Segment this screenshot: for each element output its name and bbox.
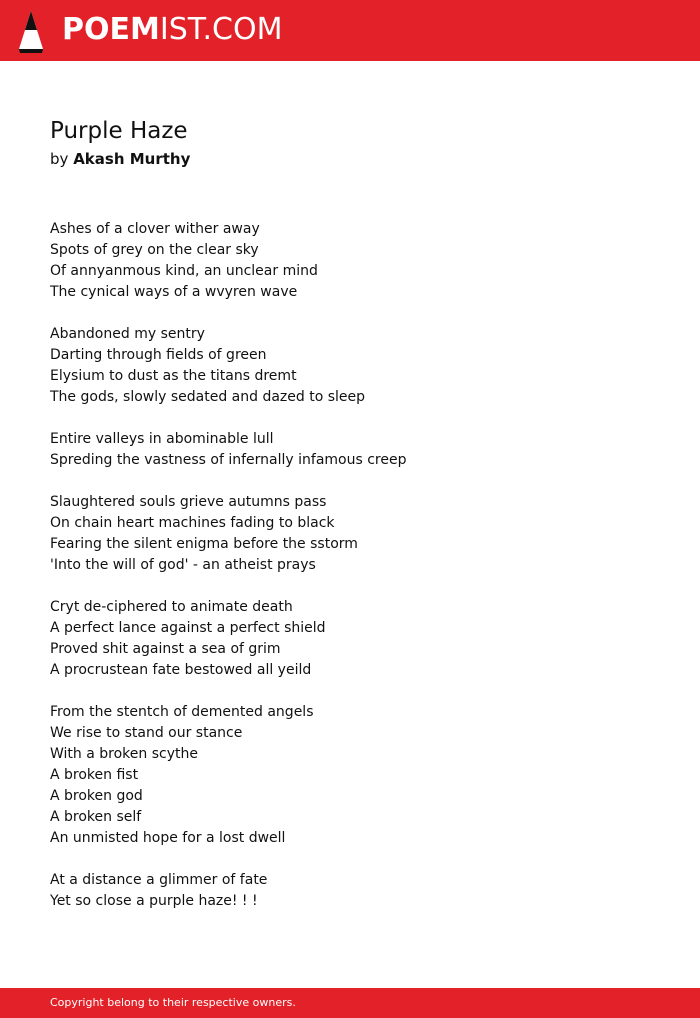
poem-title: Purple Haze <box>50 118 188 144</box>
poem-line: A broken god <box>50 788 143 804</box>
poem-line: Spots of grey on the clear sky <box>50 242 259 258</box>
poem-line: Of annyanmous kind, an unclear mind <box>50 263 318 279</box>
poem-line: Yet so close a purple haze! ! ! <box>50 893 258 909</box>
site-logo[interactable] <box>62 12 282 48</box>
poem-line: Elysium to dust as the titans dremt <box>50 368 297 384</box>
poem-line: Ashes of a clover wither away <box>50 221 260 237</box>
poem-line: A broken self <box>50 809 142 825</box>
poem-line: Spreding the vastness of infernally infamous creep <box>50 452 407 468</box>
poem-line: Slaughtered souls grieve autumns pass <box>50 494 327 510</box>
poem-line: With a broken scythe <box>50 746 198 762</box>
poem-line: Fearing the silent enigma before the sstorm <box>50 536 358 552</box>
logo-bold-text: POEM <box>62 12 160 47</box>
site-footer <box>0 988 700 1018</box>
poem-line: We rise to stand our stance <box>50 725 243 741</box>
author-name: Akash Murthy <box>73 150 191 168</box>
poem-line: The gods, slowly sedated and dazed to sleep <box>50 389 366 405</box>
poem-line: An unmisted hope for a lost dwell <box>50 830 286 846</box>
poem-line: Proved shit against a sea of grim <box>50 641 281 657</box>
copyright-text: Copyright belong to their respective owners. <box>50 996 296 1009</box>
poem-body <box>50 219 670 933</box>
by-label: by <box>50 150 69 168</box>
poem-line: A perfect lance against a perfect shield <box>50 620 326 636</box>
poem-stanza <box>50 429 670 471</box>
logo-light-text: IST.COM <box>159 12 283 47</box>
poem-stanza <box>50 870 670 912</box>
poem-line: Abandoned my sentry <box>50 326 205 342</box>
poem-line: Entire valleys in abominable lull <box>50 431 274 447</box>
poem-line: Cryt de-ciphered to animate death <box>50 599 293 615</box>
poem-stanza <box>50 219 670 303</box>
poem-line: A procrustean fate bestowed all yeild <box>50 662 312 678</box>
site-header <box>0 0 700 61</box>
poem-line: On chain heart machines fading to black <box>50 515 335 531</box>
poem-line: At a distance a glimmer of fate <box>50 872 268 888</box>
pencil-icon <box>17 9 45 53</box>
poem-line: From the stentch of demented angels <box>50 704 314 720</box>
poem-line: 'Into the will of god' - an atheist prays <box>50 557 316 573</box>
poem-line: Darting through fields of green <box>50 347 267 363</box>
poem-stanza <box>50 702 670 849</box>
poem-stanza <box>50 597 670 681</box>
poem-stanza <box>50 492 670 576</box>
poem-line: The cynical ways of a wvyren wave <box>50 284 298 300</box>
poem-byline <box>50 148 190 170</box>
poem-line: A broken fist <box>50 767 139 783</box>
poem-stanza <box>50 324 670 408</box>
